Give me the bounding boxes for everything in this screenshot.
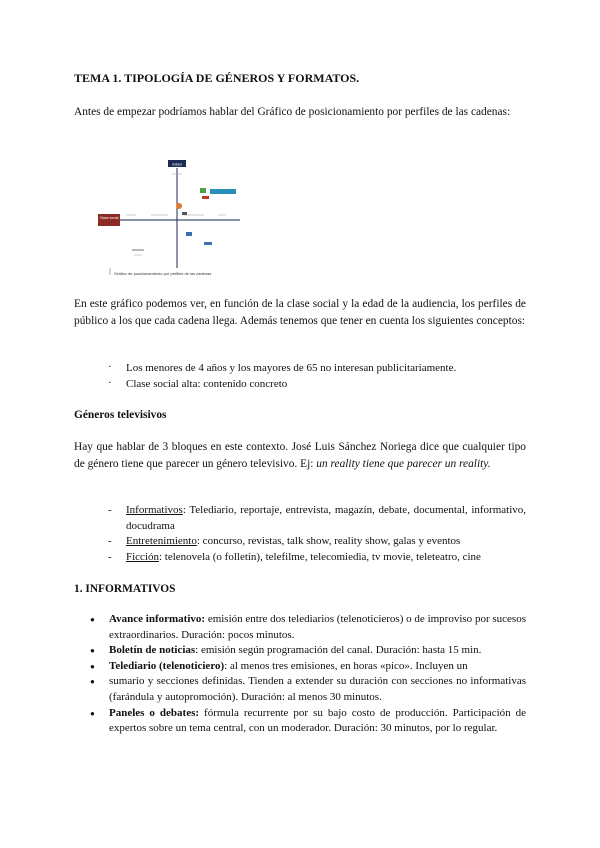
concepts-list	[108, 360, 456, 392]
item-desc: : emisión según programación del canal. Duración: hasta 15 min.	[195, 644, 482, 657]
list-item: · Clase social alta: contenido concreto	[108, 376, 456, 392]
list-item	[90, 706, 526, 737]
channel-marker-red	[202, 196, 209, 199]
channel-marker-blue	[186, 232, 192, 236]
channel-marker-blue-2	[204, 242, 212, 245]
paragraph-2-example: un reality tiene que parecer un reality.	[316, 457, 491, 470]
section-heading-informativos: 1. INFORMATIVOS	[74, 583, 176, 595]
positioning-chart	[96, 158, 252, 278]
block-desc: : Telediario, reportaje, entrevista, magazín, debate, documental, informativo, docudrama	[126, 504, 526, 532]
page-title: TEMA 1. TIPOLOGÍA DE GÉNEROS Y FORMATOS.	[74, 71, 360, 85]
item-term: Avance informativo:	[109, 613, 206, 625]
paragraph-1: En este gráfico podemos ver, en función de la clase social y la edad de la audiencia, los perfiles de público a los que cada cadena llega. Además tenemos que tener en cuenta los siguientes conceptos:	[74, 298, 526, 327]
figure-caption: Gráfico de posicionamiento por perfiles de las cadenas	[114, 271, 212, 276]
intro-paragraph: Antes de empezar podríamos hablar del Gráfico de posicionamiento por perfiles de las cadenas:	[74, 106, 511, 118]
item-desc: fórmula recurrente por su bajo costo de producción. Participación de expertos sobre un tema central, con un moderador. Duración: 30 minutos, por lo regular.	[109, 706, 527, 735]
list-item	[108, 550, 526, 566]
list-item	[90, 612, 526, 643]
channel-marker-gray	[182, 212, 187, 215]
section-heading-generos: Géneros televisivos	[74, 409, 167, 421]
blocks-list	[108, 503, 526, 565]
list-item	[90, 643, 526, 659]
informativos-list	[90, 612, 526, 737]
list-item	[90, 674, 526, 705]
paragraph-2	[74, 439, 526, 472]
channel-marker-cyan	[210, 189, 236, 194]
item-desc: sumario y secciones definidas. Tienden a extender su duración con secciones no informativas (farándula y autopromoción). Duración: al menos 30 minutos.	[109, 675, 526, 703]
channel-marker-orange	[176, 203, 182, 209]
item-term: Paneles o debates:	[109, 706, 200, 719]
item-term: Telediario (telenoticiero)	[109, 659, 225, 672]
list-item: · Los menores de 4 años y los mayores de 65 no interesan publicitariamente.	[108, 360, 456, 376]
item-desc: emisión entre dos telediarios (telenoticieros) o de improviso por sucesos extraordinarios. Duración: pocos minutos.	[109, 613, 526, 641]
left-label: Clase social	[99, 216, 119, 220]
block-term: Entretenimiento	[126, 535, 197, 547]
list-item	[90, 659, 526, 675]
block-term: Ficción	[126, 550, 159, 563]
channel-marker-green	[200, 188, 206, 193]
list-item	[108, 534, 526, 550]
block-desc: : concurso, revistas, talk show, reality show, galas y eventos	[196, 535, 461, 547]
list-item	[108, 503, 526, 534]
block-desc: : telenovela (o folletín), telefilme, telecomiedia, tv movie, teleteatro, cine	[159, 550, 481, 563]
item-term: Boletín de noticias	[109, 644, 196, 657]
paragraph-2-text: Hay que hablar de 3 bloques en este contexto. José Luis Sánchez Noriega dice que cualquier tipo de género tiene que parecer un género televisivo. Ej:	[74, 441, 526, 470]
item-desc: : al menos tres emisiones, en horas «pico». Incluyen un	[224, 659, 468, 672]
block-term: Informativos	[126, 504, 183, 516]
top-label: Edad	[172, 161, 182, 167]
